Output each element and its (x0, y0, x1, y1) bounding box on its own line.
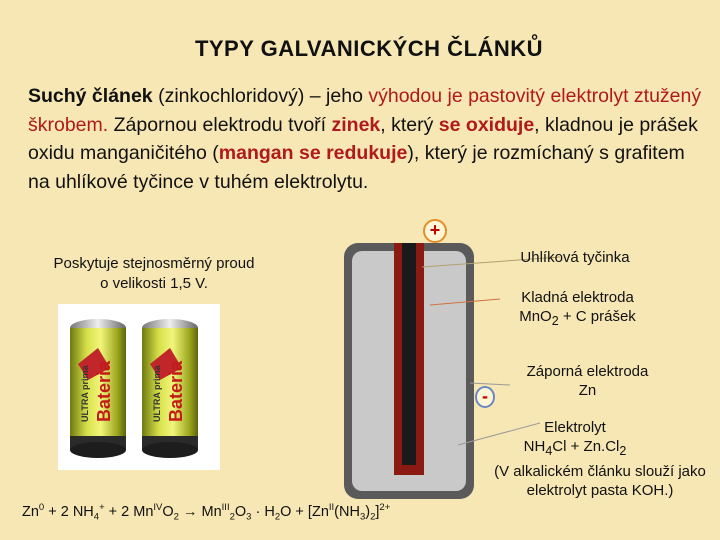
eq-sub: 4 (93, 511, 100, 523)
eq-part: + 2 NH (44, 503, 94, 520)
label-anode-line1: Záporná elektroda (526, 363, 649, 380)
eq-sub: 3 (246, 511, 252, 523)
formula-part: NH (523, 438, 546, 455)
highlight-reduction: mangan se redukuje (218, 142, 408, 164)
eq-part: O (162, 503, 174, 520)
eq-sub: 2 (229, 511, 235, 523)
label-cathode-line1: Kladná elektroda (521, 289, 634, 306)
formula-part: Cl + Zn.Cl (552, 438, 620, 455)
paragraph-text: (zinkochloridový) – jeho (152, 85, 369, 107)
paragraph-text: Zápornou elektrodu tvoří (108, 113, 332, 136)
eq-sub: 2 (274, 511, 281, 523)
formula-sub: 4 (545, 444, 553, 458)
reaction-equation (22, 502, 390, 523)
battery-brand-left: Bateria (94, 360, 114, 422)
formula-part: + C prášek (558, 308, 636, 325)
label-electrolyte (510, 418, 640, 461)
eq-part: + 2 Mn (104, 503, 154, 520)
eq-sup: + (99, 502, 105, 513)
label-anode-line2: Zn (578, 382, 597, 399)
voltage-note-line2: o velikosti 1,5 V. (100, 275, 208, 292)
carbon-rod-core (402, 243, 416, 465)
eq-sup: III (221, 502, 230, 513)
formula-part: MnO (519, 308, 552, 325)
eq-sup: IV (153, 502, 163, 513)
description-paragraph (28, 82, 708, 196)
eq-part: → Mn (178, 503, 222, 520)
eq-sub: 2 (173, 511, 179, 523)
alkaline-note: (V alkalickém článku slouží jako elektrolyt pasta KOH.) (494, 463, 706, 499)
formula-sub: 2 (551, 314, 559, 328)
eq-part: Zn (22, 503, 39, 520)
highlight-oxidation: se oxiduje (438, 113, 535, 136)
battery-series-left: ULTRA prima (80, 365, 90, 422)
voltage-note-line1: Poskytuje stejnosměrný proud (53, 255, 255, 272)
eq-sup: II (328, 502, 335, 513)
eq-sub: 2 (370, 511, 376, 523)
highlight-advantage: výhodou je pastovitý elektrolyt ztužený škrobem. (28, 85, 702, 136)
slide-title: TYPY GALVANICKÝCH ČLÁNKŮ (194, 36, 544, 61)
eq-part: O + [Zn (280, 503, 329, 520)
highlight-zinc: zinek (331, 113, 381, 136)
eq-part: ] (375, 503, 380, 520)
battery-brand-right: Bateria (166, 360, 186, 422)
eq-part: · H (251, 503, 275, 520)
battery-photo (58, 304, 220, 470)
paragraph-text: ), který je rozmíchaný s grafitem na uhlíkové tyčince v tuhém elektrolytu. (28, 142, 685, 193)
label-electrolyte-formula (510, 437, 640, 461)
paragraph-text: , který (380, 113, 439, 136)
dry-cell-term: Suchý článek (28, 85, 153, 107)
label-carbon-rod: Uhlíková tyčinka (520, 249, 630, 266)
label-anode (505, 362, 670, 400)
eq-sub: 3 (359, 511, 366, 523)
label-cathode (495, 288, 660, 331)
negative-terminal-icon: - (475, 386, 495, 408)
positive-terminal-icon: + (423, 219, 447, 243)
voltage-note (24, 254, 284, 294)
label-electrolyte-line1: Elektrolyt (544, 419, 606, 436)
eq-sup: 2+ (379, 502, 391, 513)
leader-line-anode (470, 383, 510, 385)
eq-sup: 0 (38, 502, 45, 513)
label-cathode-formula (495, 307, 660, 331)
paragraph-text: , kladnou je prášek oxidu manganičitého ( (28, 113, 698, 164)
eq-part: O (234, 503, 247, 520)
battery-photo-graphic (58, 304, 220, 470)
eq-part: (NH (334, 503, 360, 520)
formula-sub: 2 (619, 444, 627, 458)
eq-part: ) (365, 503, 371, 520)
battery-series-right: ULTRA prima (152, 365, 162, 422)
